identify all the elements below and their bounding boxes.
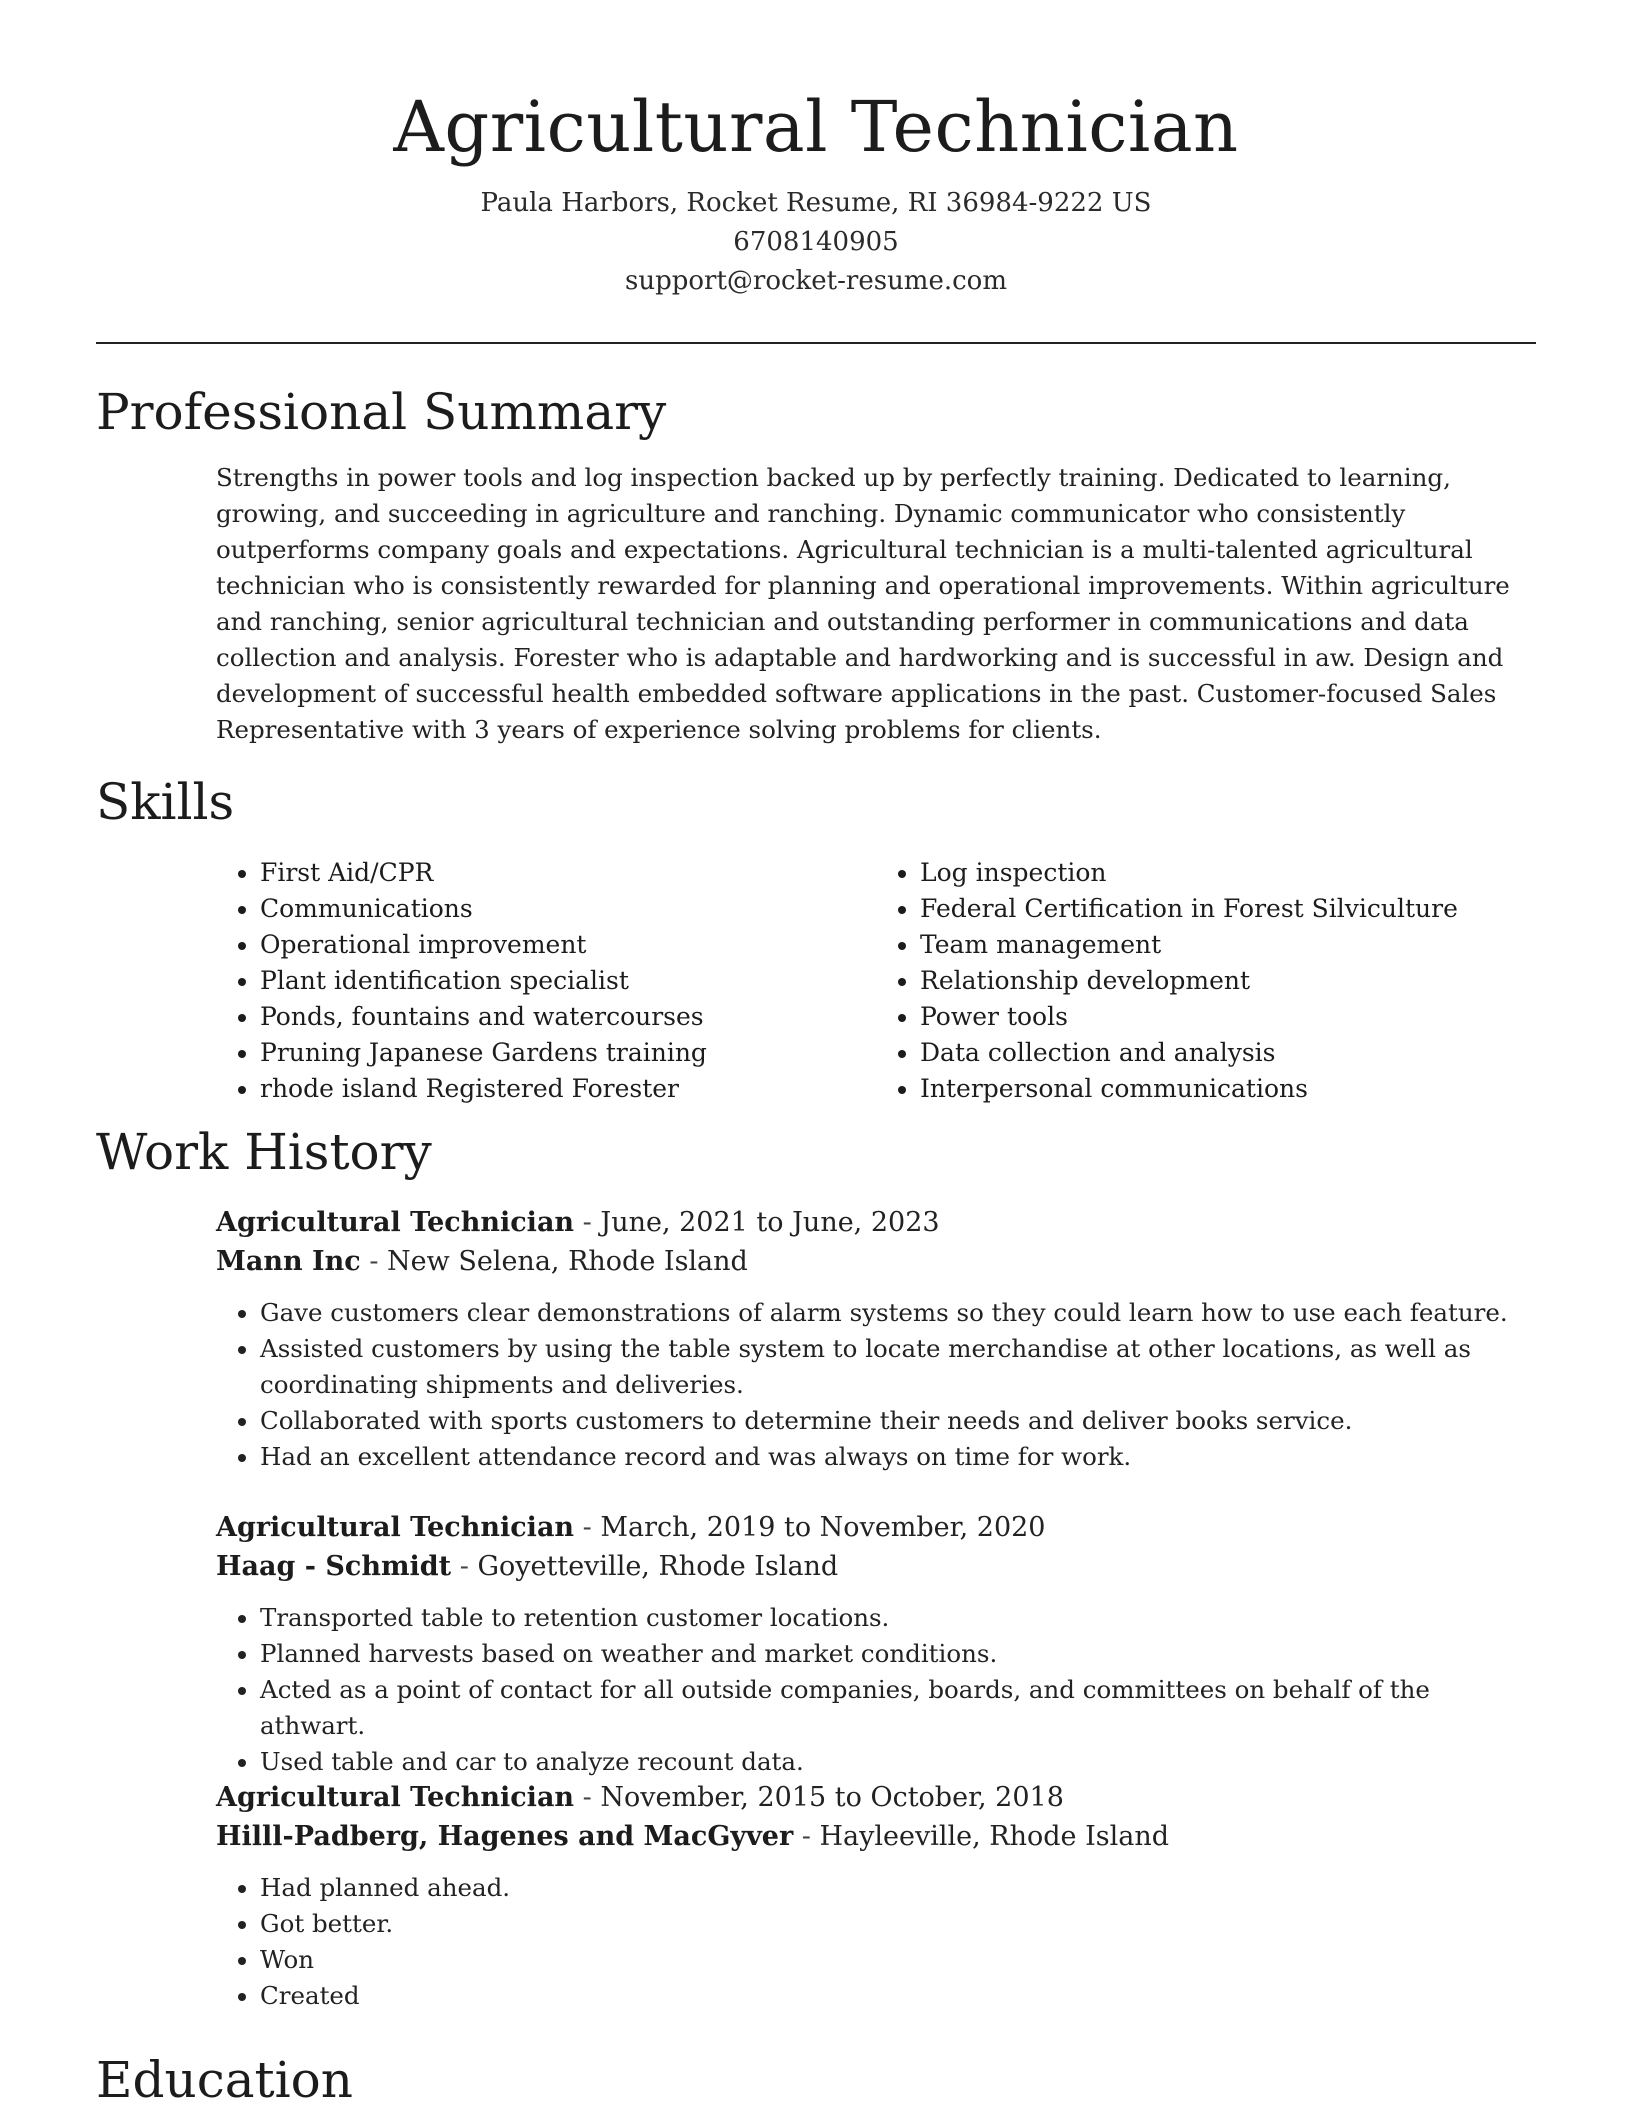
- summary-text: Strengths in power tools and log inspection backed up by perfectly training. Dedicated to learning, growing, and succeeding in agriculture and ranching. Dynamic communicator who consistently outperforms company goals and expectations. Agricultural technician is a multi-talented agricultural technician who is consistently rewarded for planning and operational improvements. Within agriculture and ranching, senior agricultural technician and outstanding performer in communications and data collection and analysis. Forester who is adaptable and hardworking and is successful in aw. Design and development of successful health embedded software applications in the past. Customer-focused Sales Representative with 3 years of experience solving problems for clients.: [216, 463, 1510, 744]
- skill-item: • Team management: [920, 927, 1536, 963]
- job-title-line: [216, 1203, 1536, 1242]
- job-company: Mann Inc: [216, 1246, 361, 1277]
- job-title-line: [216, 1778, 1536, 1817]
- skill-item: • Power tools: [920, 999, 1536, 1035]
- job-dates: March, 2019 to November, 2020: [600, 1512, 1046, 1543]
- skill-item: • Relationship development: [920, 963, 1536, 999]
- skill-item: • Plant identification specialist: [260, 963, 876, 999]
- summary-heading: Professional Summary: [96, 383, 667, 441]
- job-bullet: • Assisted customers by using the table system to locate merchandise at other locations, as well as coordinating shipments and deliveries.: [260, 1331, 1536, 1403]
- job-bullets: [216, 1870, 1536, 2014]
- job-entry: [216, 1508, 1536, 1780]
- job-location: Hayleeville, Rhode Island: [819, 1821, 1170, 1852]
- contact-address: Paula Harbors, Rocket Resume, RI 36984-9222 US: [480, 188, 1152, 218]
- job-company-line: [216, 1817, 1536, 1856]
- job-bullet: • Won: [260, 1942, 1536, 1978]
- resume-header: [96, 84, 1536, 301]
- job-bullet: • Collaborated with sports customers to determine their needs and deliver books service.: [260, 1403, 1536, 1439]
- skill-item: • Data collection and analysis: [920, 1035, 1536, 1071]
- header-divider: [96, 342, 1536, 344]
- job-title: Agricultural Technician: [216, 1782, 575, 1813]
- job-bullets: [216, 1295, 1536, 1475]
- job-title: Agricultural Technician: [216, 1512, 575, 1543]
- skill-item: • First Aid/CPR: [260, 855, 876, 891]
- resume-name: Agricultural Technician: [393, 86, 1239, 168]
- contact-phone: 6708140905: [733, 227, 899, 257]
- skill-item: • Log inspection: [920, 855, 1536, 891]
- job-bullet: • Planned harvests based on weather and market conditions.: [260, 1636, 1536, 1672]
- job-bullets: [216, 1600, 1536, 1780]
- contact-email: support@rocket-resume.com: [624, 266, 1007, 296]
- skill-item: • Federal Certification in Forest Silviculture: [920, 891, 1536, 927]
- skill-item: • Ponds, fountains and watercourses: [260, 999, 876, 1035]
- job-title: Agricultural Technician: [216, 1207, 575, 1238]
- job-bullet: • Had an excellent attendance record and was always on time for work.: [260, 1439, 1536, 1475]
- job-separator: -: [451, 1551, 478, 1582]
- job-entry: [216, 1203, 1536, 1475]
- job-bullet: • Used table and car to analyze recount data.: [260, 1744, 1536, 1780]
- skills-column-left: [216, 855, 876, 1107]
- skill-item: • rhode island Registered Forester: [260, 1071, 876, 1107]
- job-title-line: [216, 1508, 1536, 1547]
- job-bullet: • Gave customers clear demonstrations of alarm systems so they could learn how to use each feature.: [260, 1295, 1536, 1331]
- job-bullet: • Acted as a point of contact for all outside companies, boards, and committees on behalf of the athwart.: [260, 1672, 1536, 1744]
- job-separator: -: [574, 1207, 601, 1238]
- skill-item: • Interpersonal communications: [920, 1071, 1536, 1107]
- skills-list: [216, 855, 1536, 1107]
- job-company-line: [216, 1242, 1536, 1281]
- job-separator: -: [360, 1246, 388, 1277]
- job-location: New Selena, Rhode Island: [387, 1246, 748, 1277]
- job-dates: June, 2021 to June, 2023: [600, 1207, 940, 1238]
- job-dates: November, 2015 to October, 2018: [600, 1782, 1064, 1813]
- skill-item: • Communications: [260, 891, 876, 927]
- job-bullet: • Created: [260, 1978, 1536, 2014]
- job-separator: -: [574, 1512, 601, 1543]
- skills-heading: Skills: [96, 773, 235, 831]
- job-company: Hilll-Padberg, Hagenes and MacGyver: [216, 1821, 794, 1852]
- job-company-line: [216, 1547, 1536, 1586]
- skill-item: • Operational improvement: [260, 927, 876, 963]
- skills-column-right: [876, 855, 1536, 1107]
- contact-info: [96, 184, 1536, 301]
- job-separator: -: [574, 1782, 601, 1813]
- skill-item: • Pruning Japanese Gardens training: [260, 1035, 876, 1071]
- work-history-heading: Work History: [96, 1123, 432, 1181]
- job-bullet: • Transported table to retention customer locations.: [260, 1600, 1536, 1636]
- job-location: Goyetteville, Rhode Island: [477, 1551, 839, 1582]
- job-separator: -: [793, 1821, 820, 1852]
- education-heading: Education: [96, 2051, 353, 2109]
- job-bullet: • Had planned ahead.: [260, 1870, 1536, 1906]
- job-company: Haag - Schmidt: [216, 1551, 452, 1582]
- job-entry: [216, 1778, 1536, 2014]
- job-bullet: • Got better.: [260, 1906, 1536, 1942]
